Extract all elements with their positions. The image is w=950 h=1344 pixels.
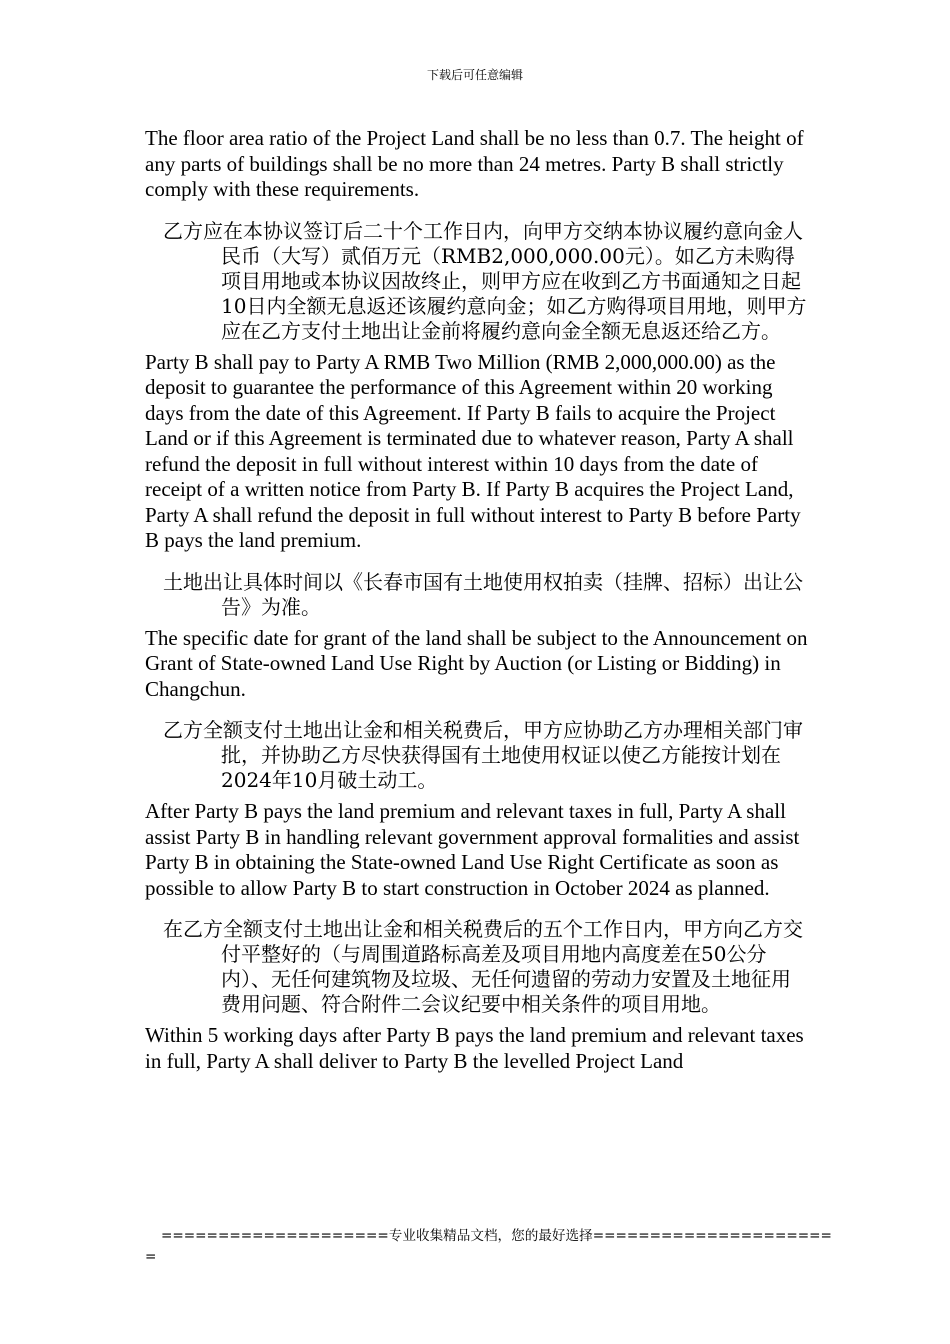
paragraph-zh: 在乙方全额支付土地出让金和相关税费后的五个工作日内，甲方向乙方交付平整好的（与周围道路标高差及项目用地内高度差在50公分内）、无任何建筑物及垃圾、无任何遗留的劳动力安置及土地征用费用问题、符合附件二会议纪要中相关条件的项目用地。 — [163, 917, 803, 1016]
footer-line-end: = — [145, 1249, 157, 1265]
paragraph-en: Within 5 working days after Party B pays the land premium and relevant taxes in full, Party A shall deliver to Party B the levelled Project Land — [145, 1023, 804, 1073]
paragraph-en: After Party B pays the land premium and relevant taxes in full, Party A shall assist Party B in handling relevant government approval formalities and assist Party B in obtaining the State-owned Land Use Right Certificate as soon as possible to allow Party B to start construction in October 2024 as planned. — [145, 799, 800, 900]
footer-line: ====================专业收集精品文档，您的最好选择===================== — [161, 1228, 832, 1244]
paragraph-zh: 土地出让具体时间以《长春市国有土地使用权拍卖（挂牌、招标）出让公告》为准。 — [163, 569, 803, 619]
paragraph-en: Party B shall pay to Party A RMB Two Million (RMB 2,000,000.00) as the deposit to guarantee the performance of this Agreement within 20 working days from the date of this Agreement. If Party B fails to acquire the Project Land or if this Agreement is terminated due to whatever reason, Party A shall refund the deposit in full without interest within 10 days from the date of receipt of a written notice from Party B. If Party B acquires the Project Land, Party A shall refund the deposit in full without interest to Party B before Party B pays the land premium. — [145, 349, 801, 552]
document-body — [145, 126, 810, 1090]
page-footer — [145, 1226, 832, 1268]
paragraph-en: The floor area ratio of the Project Land shall be no less than 0.7. The height of any parts of buildings shall be no more than 24 metres. Party B shall strictly comply with these requirements. — [145, 126, 804, 201]
page-header: 下载后可任意编辑 — [426, 68, 523, 82]
paragraph-zh: 乙方全额支付土地出让金和相关税费后，甲方应协助乙方办理相关部门审批，并协助乙方尽快获得国有土地使用权证以使乙方能按计划在2024年10月破土动工。 — [163, 718, 803, 792]
paragraph-zh: 乙方应在本协议签订后二十个工作日内，向甲方交纳本协议履约意向金人民币（大写）贰佰万元（RMB2,000,000.00元）。如乙方未购得项目用地或本协议因故终止，则甲方应在收到乙方书面通知之日起10日内全额无息返还该履约意向金；如乙方购得项目用地，则甲方应在乙方支付土地出让金前将履约意向金全额无息返还给乙方。 — [163, 218, 807, 343]
paragraph-en: The specific date for grant of the land shall be subject to the Announcement on Grant of State-owned Land Use Right by Auction (or Listing or Bidding) in Changchun. — [145, 625, 808, 701]
